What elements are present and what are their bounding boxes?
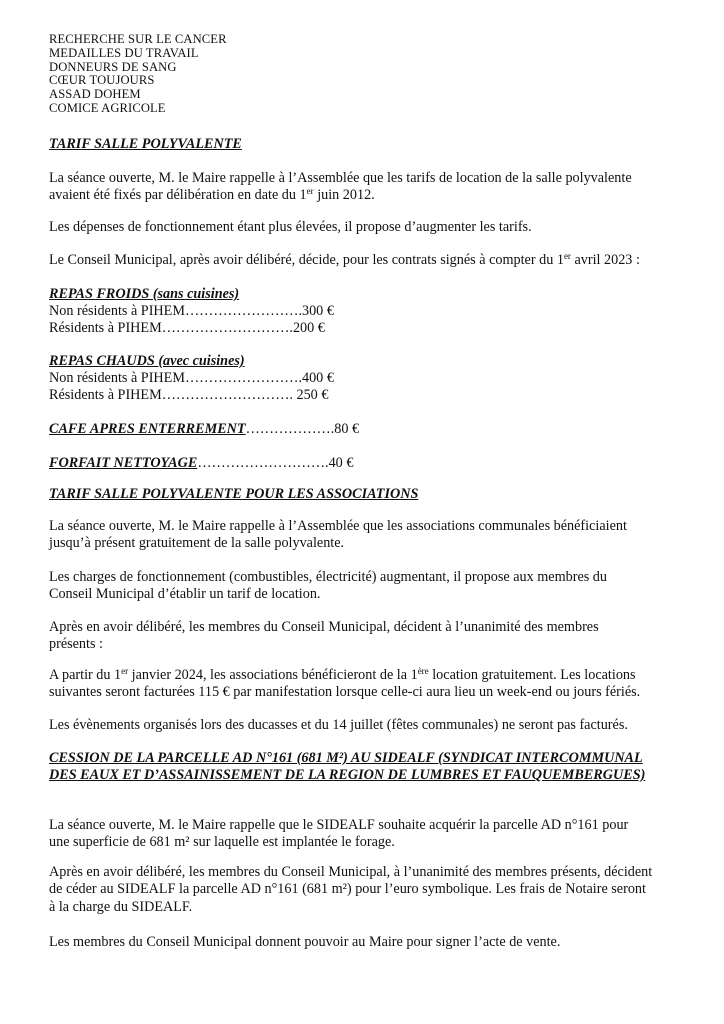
paragraph-line: Les charges de fonctionnement (combustibles, électricité) augmentant, il propose aux membres du [49, 569, 607, 585]
price-row: Non résidents à PIHEM…………………….300 € [49, 303, 334, 319]
paragraph [49, 864, 652, 916]
superscript: ère [417, 666, 429, 676]
price-label: CAFE APRES ENTERREMENT [49, 421, 246, 437]
header-list-item: CŒUR TOUJOURS [49, 73, 155, 88]
paragraph [49, 518, 627, 553]
paragraph [49, 817, 628, 852]
price-value: ……………….80 € [245, 421, 360, 437]
paragraph [49, 667, 640, 702]
paragraph-line: La séance ouverte, M. le Maire rappelle à l’Assemblée que les tarifs de location de la salle polyvalente [49, 170, 632, 186]
paragraph-line: une superficie de 681 m² sur laquelle est implantée le forage. [49, 834, 395, 851]
price-row: Résidents à PIHEM………………………. 250 € [49, 387, 329, 403]
header-list-item: COMICE AGRICOLE [49, 100, 166, 115]
header-list [49, 33, 227, 116]
paragraph-line: Après en avoir délibéré, les membres du Conseil Municipal, à l’unanimité des membres présents, décident [49, 864, 653, 880]
paragraph-line [49, 667, 640, 684]
text-span: janvier 2024, les associations bénéficieront de la 1 [128, 667, 418, 683]
price-row-forfait [49, 455, 353, 472]
price-row: Non résidents à PIHEM…………………….400 € [49, 370, 334, 386]
section-title-tarif-salle: TARIF SALLE POLYVALENTE [49, 136, 242, 152]
price-row: Résidents à PIHEM……………………….200 € [49, 320, 325, 336]
subheading-repas-froids: REPAS FROIDS (sans cuisines) [49, 286, 240, 302]
header-list-item: DONNEURS DE SANG [49, 59, 177, 74]
header-list-item: RECHERCHE SUR LE CANCER [49, 32, 227, 46]
paragraph [49, 569, 607, 604]
paragraph-line: La séance ouverte, M. le Maire rappelle à l’Assemblée que les associations communales bénéficiaient [49, 518, 627, 534]
header-list-item: ASSAD DOHEM [49, 87, 141, 102]
section-title-cession [49, 750, 645, 784]
text-span: avril 2023 : [570, 252, 640, 268]
text-span: Le Conseil Municipal, après avoir délibéré, décide, pour les contrats signés à compter du 1 [49, 252, 564, 268]
paragraph-line: de céder au SIDEALF la parcelle AD n°161 (681 m²) pour l’euro symbolique. Les frais de Notaire seront [49, 881, 646, 898]
paragraph-line [49, 187, 632, 204]
superscript: er [563, 251, 571, 261]
paragraph-line: jusqu’à présent gratuitement de la salle polyvalente. [49, 535, 345, 552]
superscript: er [121, 666, 129, 676]
price-label: FORFAIT NETTOYAGE [49, 455, 198, 471]
paragraph-line: présents : [49, 636, 103, 653]
superscript: er [306, 186, 314, 197]
header-list-item: MEDAILLES DU TRAVAIL [49, 45, 199, 60]
paragraph-line: La séance ouverte, M. le Maire rappelle que le SIDEALF souhaite acquérir la parcelle AD n°161 pour [49, 817, 629, 833]
paragraph [49, 619, 599, 654]
paragraph [49, 252, 640, 269]
text-span: juin 2012. [313, 187, 375, 204]
paragraph [49, 170, 632, 205]
paragraph: Les évènements organisés lors des ducasses et du 14 juillet (fêtes communales) ne seront pas facturés. [49, 717, 628, 733]
text-span: avaient été fixés par délibération en date du 1 [49, 187, 307, 204]
price-value: ……………………….40 € [197, 455, 354, 471]
text-span: A partir du 1 [49, 667, 122, 683]
section-title-line: DES EAUX ET D’ASSAINISSEMENT DE LA REGION DE LUMBRES ET FAUQUEMBERGUES) [49, 767, 646, 783]
section-title-associations: TARIF SALLE POLYVALENTE POUR LES ASSOCIATIONS [49, 486, 419, 502]
paragraph-line: Conseil Municipal d’établir un tarif de location. [49, 586, 321, 603]
paragraph-line: suivantes seront facturées 115 € par manifestation lorsque celle-ci aura lieu un week-end ou jours fériés. [49, 684, 641, 701]
subheading-repas-chauds: REPAS CHAUDS (avec cuisines) [49, 353, 245, 369]
section-title-line: CESSION DE LA PARCELLE AD N°161 (681 M²) AU SIDEALF (SYNDICAT INTERCOMMUNAL [49, 750, 643, 766]
paragraph: Les dépenses de fonctionnement étant plus élevées, il propose d’augmenter les tarifs. [49, 219, 532, 235]
paragraph: Les membres du Conseil Municipal donnent pouvoir au Maire pour signer l’acte de vente. [49, 934, 561, 950]
paragraph-line: Après en avoir délibéré, les membres du Conseil Municipal, décident à l’unanimité des membres [49, 619, 599, 635]
text-span: location gratuitement. Les locations [428, 667, 636, 683]
price-row-cafe [49, 421, 359, 438]
paragraph-line: à la charge du SIDEALF. [49, 898, 193, 915]
